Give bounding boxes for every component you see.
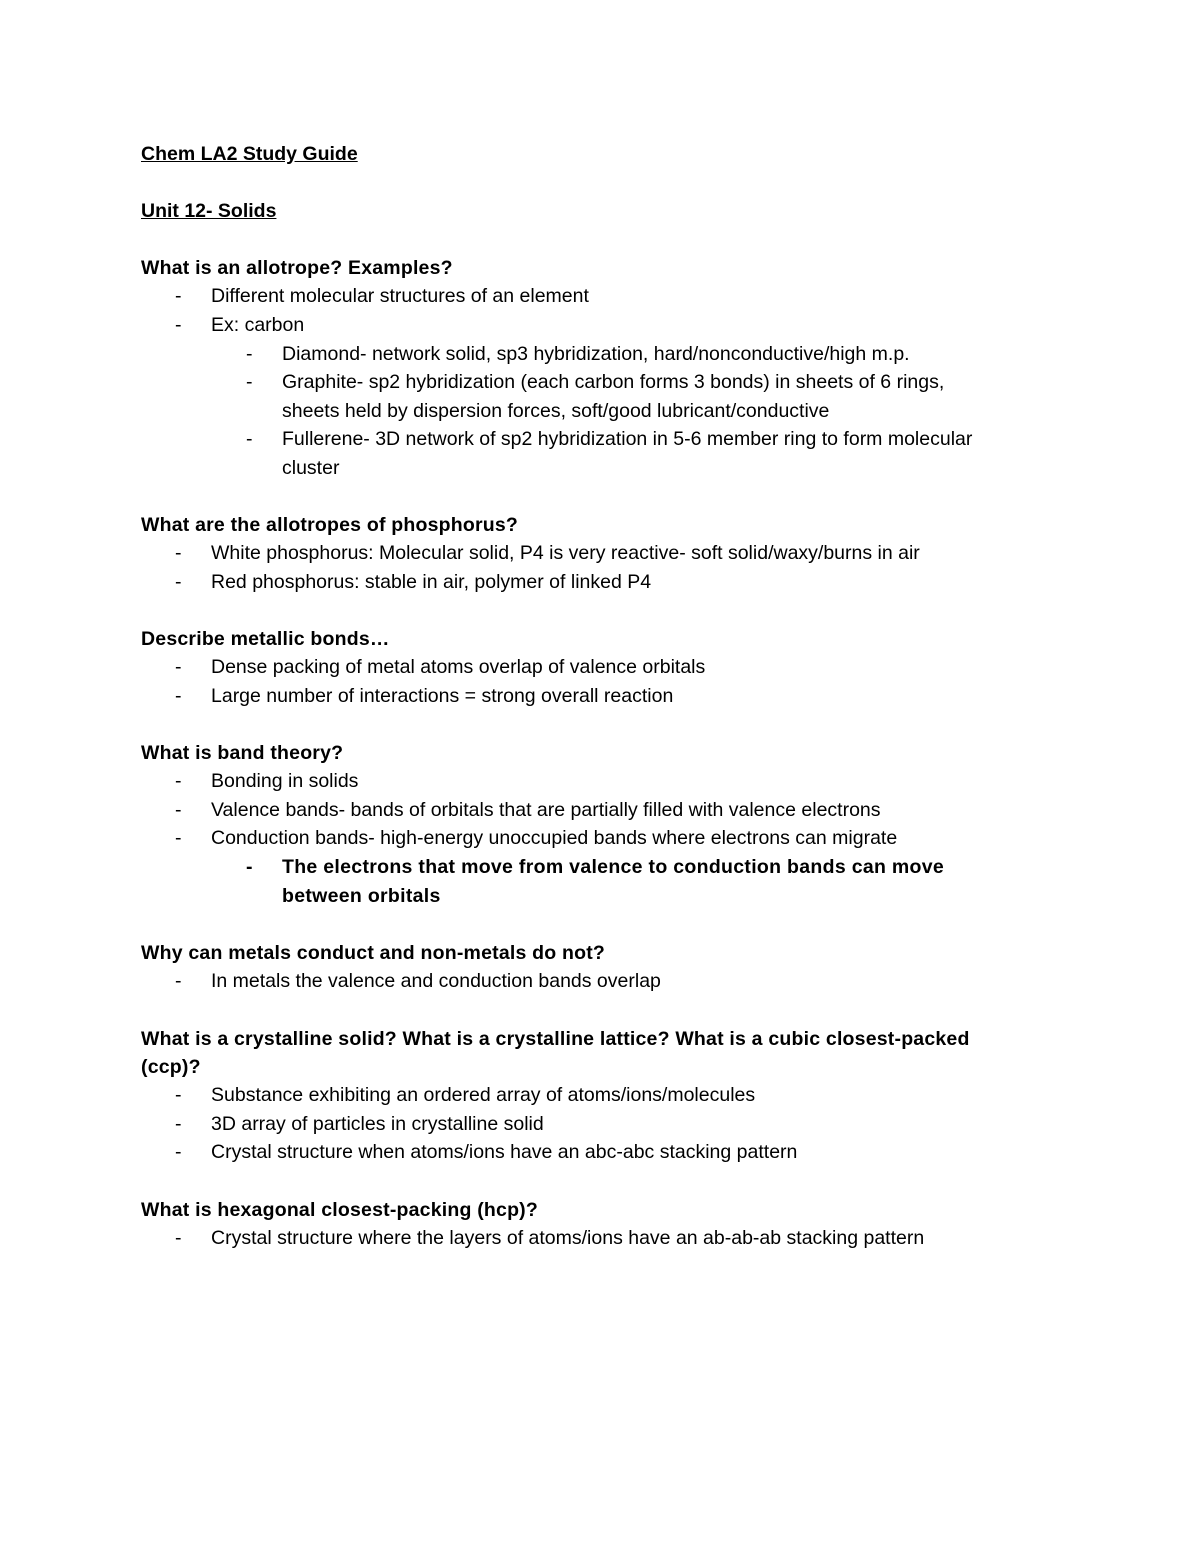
- bullet-dash: -: [175, 542, 182, 564]
- list-item-text: Crystal structure where the layers of atoms/ions have an ab-ab-ab stacking pattern: [211, 1227, 925, 1249]
- bullet-dash: -: [175, 656, 182, 678]
- list-item-text: 3D array of particles in crystalline solid: [211, 1113, 544, 1135]
- list-item-text: Fullerene- 3D network of sp2 hybridization in 5-6 member ring to form molecular: [282, 428, 973, 450]
- bullet-dash: -: [175, 1113, 182, 1135]
- list-item-text: The electrons that move from valence to conduction bands can move: [282, 856, 945, 878]
- list-item-text: White phosphorus: Molecular solid, P4 is very reactive- soft solid/waxy/burns in air: [211, 542, 920, 564]
- bullet-dash: -: [246, 371, 253, 393]
- list-item-text: Ex: carbon: [211, 314, 305, 336]
- list-item-text: Substance exhibiting an ordered array of atoms/ions/molecules: [211, 1084, 756, 1106]
- list-item-text: Conduction bands- high-energy unoccupied bands where electrons can migrate: [211, 827, 898, 849]
- bullet-dash: -: [246, 343, 253, 365]
- bullet-dash: -: [175, 770, 182, 792]
- list-item-text: Graphite- sp2 hybridization (each carbon forms 3 bonds) in sheets of 6 rings,: [282, 371, 945, 393]
- question-phosphorus: What are the allotropes of phosphorus?: [141, 514, 519, 536]
- list-item-text: Crystal structure when atoms/ions have an abc-abc stacking pattern: [211, 1141, 798, 1163]
- bullet-dash: -: [175, 314, 182, 336]
- question-metallic-bonds: Describe metallic bonds…: [141, 628, 390, 650]
- question-crystalline: What is a crystalline solid? What is a crystalline lattice? What is a cubic closest-packed: [141, 1028, 970, 1050]
- bullet-dash: -: [246, 856, 253, 878]
- bullet-dash: -: [175, 285, 182, 307]
- bullet-dash: -: [175, 1084, 182, 1106]
- question-allotrope: What is an allotrope? Examples?: [141, 257, 453, 279]
- list-item-text: Dense packing of metal atoms overlap of valence orbitals: [211, 656, 706, 678]
- bullet-dash: -: [175, 571, 182, 593]
- bullet-dash: -: [246, 428, 253, 450]
- list-item-text: Diamond- network solid, sp3 hybridization, hard/nonconductive/high m.p.: [282, 343, 910, 365]
- bullet-dash: -: [175, 799, 182, 821]
- question-metals-conduct: Why can metals conduct and non-metals do not?: [141, 942, 606, 964]
- bullet-dash: -: [175, 970, 182, 992]
- question-crystalline-line2: (ccp)?: [141, 1056, 201, 1078]
- question-band-theory: What is band theory?: [141, 742, 344, 764]
- list-item-text: Bonding in solids: [211, 770, 359, 792]
- list-item-text: sheets held by dispersion forces, soft/good lubricant/conductive: [282, 400, 830, 422]
- bullet-dash: -: [175, 1141, 182, 1163]
- list-item-text: Different molecular structures of an element: [211, 285, 589, 307]
- list-item-text: Large number of interactions = strong overall reaction: [211, 685, 674, 707]
- bullet-dash: -: [175, 685, 182, 707]
- list-item-text: Red phosphorus: stable in air, polymer of linked P4: [211, 571, 652, 593]
- question-hcp: What is hexagonal closest-packing (hcp)?: [141, 1199, 538, 1221]
- list-item-text: between orbitals: [282, 885, 441, 907]
- list-item-text: Valence bands- bands of orbitals that are partially filled with valence electrons: [211, 799, 881, 821]
- unit-heading: Unit 12- Solids: [141, 200, 277, 222]
- document-title: Chem LA2 Study Guide: [141, 143, 358, 165]
- bullet-dash: -: [175, 1227, 182, 1249]
- bullet-dash: -: [175, 827, 182, 849]
- list-item-text: In metals the valence and conduction bands overlap: [211, 970, 661, 992]
- list-item-text: cluster: [282, 457, 340, 479]
